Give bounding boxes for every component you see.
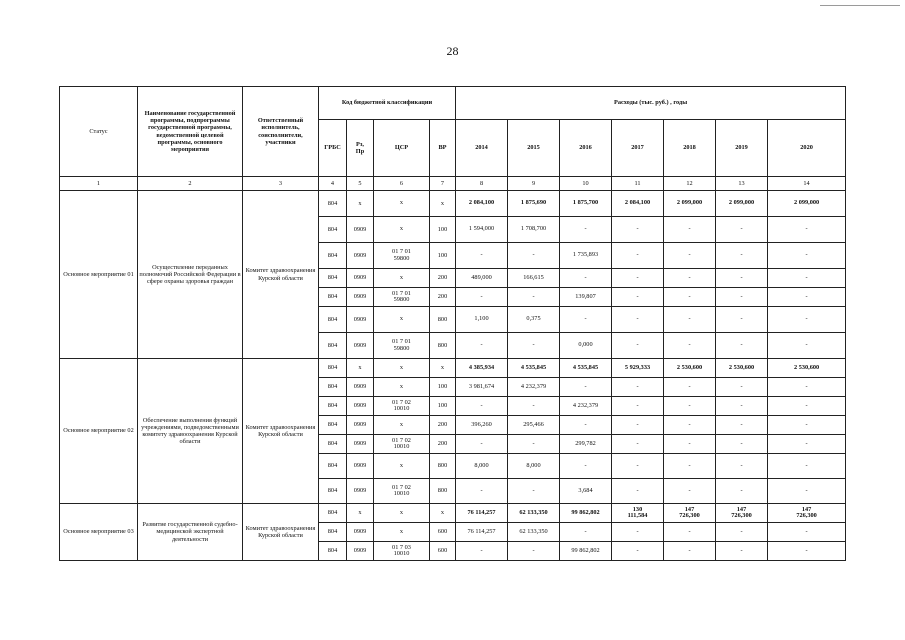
amount-cell: 2 084,100 — [612, 191, 664, 217]
amount-cell: - — [612, 454, 664, 479]
amount-cell: - — [664, 542, 716, 561]
amount-cell: - — [612, 435, 664, 454]
amount-cell: 1 875,700 — [560, 191, 612, 217]
grbs-cell: 804 — [319, 435, 347, 454]
rzpr-cell: х — [347, 359, 374, 378]
amount-cell: - — [560, 269, 612, 288]
amount-cell: - — [612, 288, 664, 307]
amount-cell: 147 726,300 — [716, 504, 768, 523]
amount-cell: - — [456, 542, 508, 561]
executor-cell: Комитет здравоохранения Курской области — [243, 359, 319, 504]
amount-cell: 99 862,802 — [560, 504, 612, 523]
csr-cell: х — [374, 191, 430, 217]
vr-cell: 200 — [430, 416, 456, 435]
amount-cell: - — [664, 397, 716, 416]
col-header-expenses: Расходы (тыс. руб.) , годы — [456, 87, 846, 120]
amount-cell: 62 133,350 — [508, 523, 560, 542]
column-number: 13 — [716, 177, 768, 191]
top-rule — [820, 5, 900, 6]
column-number: 10 — [560, 177, 612, 191]
amount-cell: - — [456, 397, 508, 416]
csr-cell: х — [374, 217, 430, 243]
amount-cell: - — [456, 333, 508, 359]
amount-cell: - — [716, 523, 768, 542]
amount-cell: - — [664, 523, 716, 542]
vr-cell: 800 — [430, 307, 456, 333]
amount-cell: - — [768, 307, 846, 333]
amount-cell: - — [716, 243, 768, 269]
amount-cell: 5 929,333 — [612, 359, 664, 378]
rzpr-cell: 0909 — [347, 269, 374, 288]
rzpr-cell: 0909 — [347, 378, 374, 397]
vr-cell: 100 — [430, 378, 456, 397]
amount-cell: 99 862,802 — [560, 542, 612, 561]
amount-cell: - — [612, 416, 664, 435]
col-header-year: 2020 — [768, 120, 846, 177]
vr-cell: 200 — [430, 435, 456, 454]
executor-cell: Комитет здравоохранения Курской области — [243, 504, 319, 561]
column-number: 6 — [374, 177, 430, 191]
amount-cell: - — [768, 378, 846, 397]
grbs-cell: 804 — [319, 454, 347, 479]
grbs-cell: 804 — [319, 378, 347, 397]
amount-cell: - — [612, 523, 664, 542]
csr-cell: х — [374, 454, 430, 479]
amount-cell: 2 099,000 — [716, 191, 768, 217]
csr-cell: х — [374, 523, 430, 542]
amount-cell: - — [612, 542, 664, 561]
amount-cell: - — [716, 307, 768, 333]
grbs-cell: 804 — [319, 359, 347, 378]
vr-cell: 200 — [430, 269, 456, 288]
column-number: 14 — [768, 177, 846, 191]
amount-cell: - — [508, 288, 560, 307]
grbs-cell: 804 — [319, 504, 347, 523]
rzpr-cell: 0909 — [347, 416, 374, 435]
amount-cell: - — [456, 479, 508, 504]
rzpr-cell: 0909 — [347, 288, 374, 307]
table-row — [60, 191, 846, 217]
rzpr-cell: х — [347, 191, 374, 217]
amount-cell: 130 111,584 — [612, 504, 664, 523]
amount-cell: - — [768, 288, 846, 307]
grbs-cell: 804 — [319, 191, 347, 217]
amount-cell: - — [612, 307, 664, 333]
csr-cell: 01 7 02 10010 — [374, 397, 430, 416]
csr-cell: 01 7 01 59800 — [374, 288, 430, 307]
amount-cell: - — [560, 378, 612, 397]
grbs-cell: 804 — [319, 333, 347, 359]
amount-cell: - — [664, 243, 716, 269]
amount-cell: - — [612, 243, 664, 269]
amount-cell: - — [664, 416, 716, 435]
col-header-year: 2015 — [508, 120, 560, 177]
amount-cell: 62 133,350 — [508, 504, 560, 523]
amount-cell: - — [664, 288, 716, 307]
amount-cell: - — [560, 416, 612, 435]
amount-cell: - — [768, 269, 846, 288]
col-header-status: Статус — [60, 87, 138, 177]
amount-cell: 396,260 — [456, 416, 508, 435]
amount-cell: 1 875,690 — [508, 191, 560, 217]
col-header-grbs: ГРБС — [319, 120, 347, 177]
col-header-rzpr: Рз, Пр — [347, 120, 374, 177]
amount-cell: - — [716, 416, 768, 435]
vr-cell: х — [430, 191, 456, 217]
page-number: 28 — [446, 44, 459, 58]
amount-cell: - — [768, 435, 846, 454]
amount-cell: 4 385,934 — [456, 359, 508, 378]
executor-cell: Комитет здравоохранения Курской области — [243, 191, 319, 359]
amount-cell: - — [508, 479, 560, 504]
rzpr-cell: 0909 — [347, 307, 374, 333]
vr-cell: 800 — [430, 479, 456, 504]
amount-cell: - — [768, 523, 846, 542]
amount-cell: 2 530,600 — [768, 359, 846, 378]
column-number: 11 — [612, 177, 664, 191]
col-header-year: 2019 — [716, 120, 768, 177]
grbs-cell: 804 — [319, 479, 347, 504]
amount-cell: - — [508, 542, 560, 561]
amount-cell: - — [508, 243, 560, 269]
vr-cell: 200 — [430, 288, 456, 307]
rzpr-cell: 0909 — [347, 523, 374, 542]
csr-cell: х — [374, 359, 430, 378]
amount-cell: - — [768, 542, 846, 561]
csr-cell: х — [374, 378, 430, 397]
amount-cell: 2 530,600 — [664, 359, 716, 378]
col-header-budget-code: Код бюджетной классификации — [319, 87, 456, 120]
amount-cell: - — [716, 288, 768, 307]
table-body — [60, 87, 846, 561]
csr-cell: 01 7 01 59800 — [374, 243, 430, 269]
amount-cell: - — [664, 378, 716, 397]
col-header-name: Наименование государственной программы, подпрограммы государственной программы, ведомственной целевой программы, основного мероприятия — [138, 87, 243, 177]
amount-cell: - — [716, 542, 768, 561]
amount-cell: - — [664, 454, 716, 479]
amount-cell: - — [716, 435, 768, 454]
vr-cell: 100 — [430, 217, 456, 243]
vr-cell: 800 — [430, 333, 456, 359]
amount-cell: - — [664, 479, 716, 504]
amount-cell: - — [456, 243, 508, 269]
amount-cell: 76 114,257 — [456, 523, 508, 542]
amount-cell: - — [560, 307, 612, 333]
amount-cell: 1 735,893 — [560, 243, 612, 269]
grbs-cell: 804 — [319, 523, 347, 542]
amount-cell: - — [508, 397, 560, 416]
column-number: 3 — [243, 177, 319, 191]
amount-cell: - — [456, 435, 508, 454]
amount-cell: 295,466 — [508, 416, 560, 435]
amount-cell: - — [768, 397, 846, 416]
amount-cell: 489,000 — [456, 269, 508, 288]
column-number: 8 — [456, 177, 508, 191]
amount-cell: 1 594,000 — [456, 217, 508, 243]
amount-cell: - — [612, 269, 664, 288]
amount-cell: 4 232,379 — [560, 397, 612, 416]
csr-cell: 01 7 02 10010 — [374, 479, 430, 504]
status-cell: Основное мероприятие 03 — [60, 504, 138, 561]
grbs-cell: 804 — [319, 542, 347, 561]
vr-cell: 100 — [430, 397, 456, 416]
budget-table — [59, 86, 846, 561]
amount-cell: 76 114,257 — [456, 504, 508, 523]
amount-cell: 3,684 — [560, 479, 612, 504]
amount-cell: 3 981,674 — [456, 378, 508, 397]
amount-cell: - — [716, 217, 768, 243]
header-row — [60, 87, 846, 120]
amount-cell: 2 084,100 — [456, 191, 508, 217]
col-header-year: 2014 — [456, 120, 508, 177]
measure-name-cell: Осуществление переданных полномочий Российской Федерации в сфере охраны здоровья граждан — [138, 191, 243, 359]
csr-cell: 01 7 01 59800 — [374, 333, 430, 359]
measure-name-cell: Обеспечение выполнения функций учреждениями, подведомственными комитету здравоохранения Курской области — [138, 359, 243, 504]
status-cell: Основное мероприятие 01 — [60, 191, 138, 359]
rzpr-cell: 0909 — [347, 542, 374, 561]
col-header-year: 2018 — [664, 120, 716, 177]
amount-cell: 0,000 — [560, 333, 612, 359]
amount-cell: - — [612, 217, 664, 243]
amount-cell: 8,000 — [508, 454, 560, 479]
table-row — [60, 504, 846, 523]
amount-cell: 4 535,845 — [560, 359, 612, 378]
amount-cell: - — [716, 479, 768, 504]
amount-cell: - — [716, 333, 768, 359]
amount-cell: 299,782 — [560, 435, 612, 454]
amount-cell: 1,100 — [456, 307, 508, 333]
status-cell: Основное мероприятие 02 — [60, 359, 138, 504]
amount-cell: - — [664, 269, 716, 288]
table-row — [60, 359, 846, 378]
csr-cell: 01 7 03 10010 — [374, 542, 430, 561]
csr-cell: 01 7 02 10010 — [374, 435, 430, 454]
rzpr-cell: 0909 — [347, 435, 374, 454]
grbs-cell: 804 — [319, 269, 347, 288]
amount-cell: 2 530,600 — [716, 359, 768, 378]
amount-cell: - — [716, 397, 768, 416]
csr-cell: х — [374, 307, 430, 333]
column-number: 1 — [60, 177, 138, 191]
amount-cell: - — [456, 288, 508, 307]
amount-cell: - — [560, 454, 612, 479]
amount-cell: 4 535,845 — [508, 359, 560, 378]
amount-cell: 8,000 — [456, 454, 508, 479]
amount-cell: - — [612, 479, 664, 504]
rzpr-cell: 0909 — [347, 454, 374, 479]
col-header-year: 2016 — [560, 120, 612, 177]
amount-cell: - — [560, 523, 612, 542]
amount-cell: - — [768, 479, 846, 504]
vr-cell: 600 — [430, 542, 456, 561]
vr-cell: х — [430, 504, 456, 523]
column-number: 4 — [319, 177, 347, 191]
amount-cell: - — [716, 454, 768, 479]
grbs-cell: 804 — [319, 217, 347, 243]
amount-cell: - — [768, 454, 846, 479]
amount-cell: - — [560, 217, 612, 243]
col-header-year: 2017 — [612, 120, 664, 177]
grbs-cell: 804 — [319, 243, 347, 269]
grbs-cell: 804 — [319, 288, 347, 307]
column-number: 7 — [430, 177, 456, 191]
csr-cell: х — [374, 504, 430, 523]
rzpr-cell: 0909 — [347, 397, 374, 416]
amount-cell: - — [664, 435, 716, 454]
amount-cell: - — [716, 269, 768, 288]
csr-cell: х — [374, 269, 430, 288]
rzpr-cell: 0909 — [347, 243, 374, 269]
amount-cell: 2 099,000 — [664, 191, 716, 217]
amount-cell: 1 708,700 — [508, 217, 560, 243]
amount-cell: 147 726,300 — [664, 504, 716, 523]
measure-name-cell: Развитие государственной судебно-медицинской экспертной деятельности — [138, 504, 243, 561]
amount-cell: - — [768, 217, 846, 243]
rzpr-cell: 0909 — [347, 333, 374, 359]
grbs-cell: 804 — [319, 397, 347, 416]
vr-cell: 100 — [430, 243, 456, 269]
col-header-csr: ЦСР — [374, 120, 430, 177]
column-number-row — [60, 177, 846, 191]
vr-cell: х — [430, 359, 456, 378]
amount-cell: - — [716, 378, 768, 397]
column-number: 2 — [138, 177, 243, 191]
rzpr-cell: 0909 — [347, 479, 374, 504]
amount-cell: - — [664, 333, 716, 359]
amount-cell: 2 099,000 — [768, 191, 846, 217]
amount-cell: 139,807 — [560, 288, 612, 307]
amount-cell: - — [612, 378, 664, 397]
amount-cell: 0,375 — [508, 307, 560, 333]
amount-cell: - — [664, 217, 716, 243]
grbs-cell: 804 — [319, 307, 347, 333]
amount-cell: - — [768, 416, 846, 435]
grbs-cell: 804 — [319, 416, 347, 435]
amount-cell: - — [612, 397, 664, 416]
col-header-vr: ВР — [430, 120, 456, 177]
vr-cell: 600 — [430, 523, 456, 542]
amount-cell: 166,615 — [508, 269, 560, 288]
amount-cell: - — [612, 333, 664, 359]
amount-cell: - — [768, 243, 846, 269]
amount-cell: - — [508, 435, 560, 454]
rzpr-cell: 0909 — [347, 217, 374, 243]
col-header-executor: Ответственный исполнитель, соисполнители, участники — [243, 87, 319, 177]
csr-cell: х — [374, 416, 430, 435]
amount-cell: 4 232,379 — [508, 378, 560, 397]
column-number: 5 — [347, 177, 374, 191]
amount-cell: - — [768, 333, 846, 359]
rzpr-cell: х — [347, 504, 374, 523]
column-number: 12 — [664, 177, 716, 191]
amount-cell: 147 726,300 — [768, 504, 846, 523]
amount-cell: - — [664, 307, 716, 333]
column-number: 9 — [508, 177, 560, 191]
vr-cell: 800 — [430, 454, 456, 479]
amount-cell: - — [508, 333, 560, 359]
